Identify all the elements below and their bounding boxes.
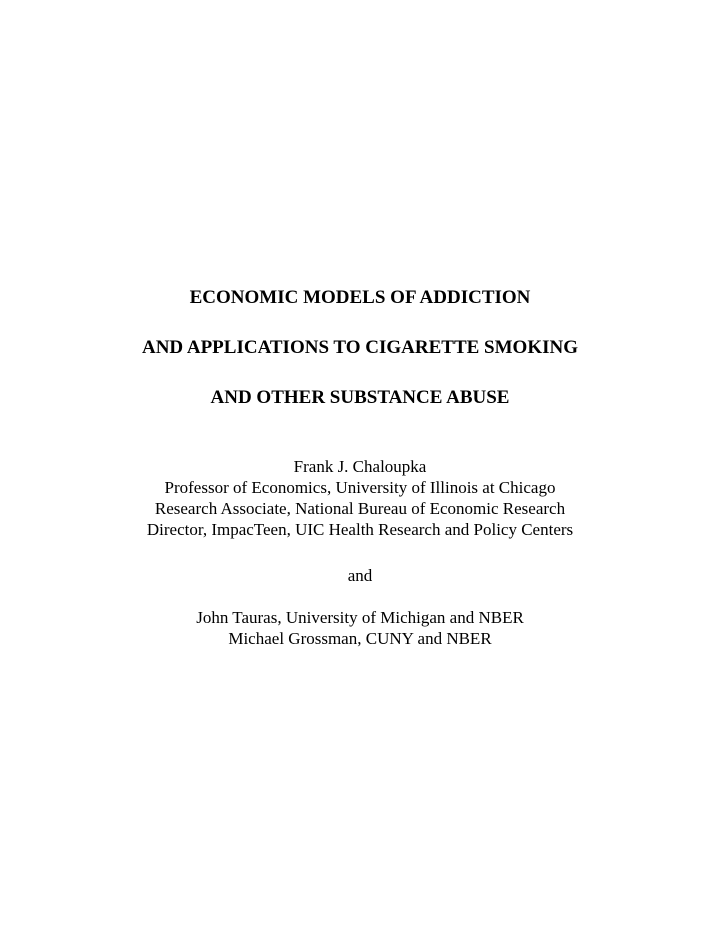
conjunction-text: and	[347, 566, 373, 585]
coauthor-line: Michael Grossman, CUNY and NBER	[228, 629, 492, 648]
coauthor-block	[0, 607, 720, 649]
author-affiliation: Professor of Economics, University of Illinois at Chicago	[164, 478, 556, 497]
author-affiliation: Director, ImpacTeen, UIC Health Research and Policy Centers	[146, 520, 574, 539]
author-affiliation: Research Associate, National Bureau of Economic Research	[154, 499, 566, 518]
primary-author-name: Frank J. Chaloupka	[293, 457, 427, 476]
title-line-2: AND APPLICATIONS TO CIGARETTE SMOKING	[141, 337, 579, 358]
coauthor-line: John Tauras, University of Michigan and NBER	[196, 608, 524, 627]
title-line-3: AND OTHER SUBSTANCE ABUSE	[210, 387, 510, 408]
title-line-1: ECONOMIC MODELS OF ADDICTION	[189, 287, 531, 308]
primary-author-block	[0, 456, 720, 540]
